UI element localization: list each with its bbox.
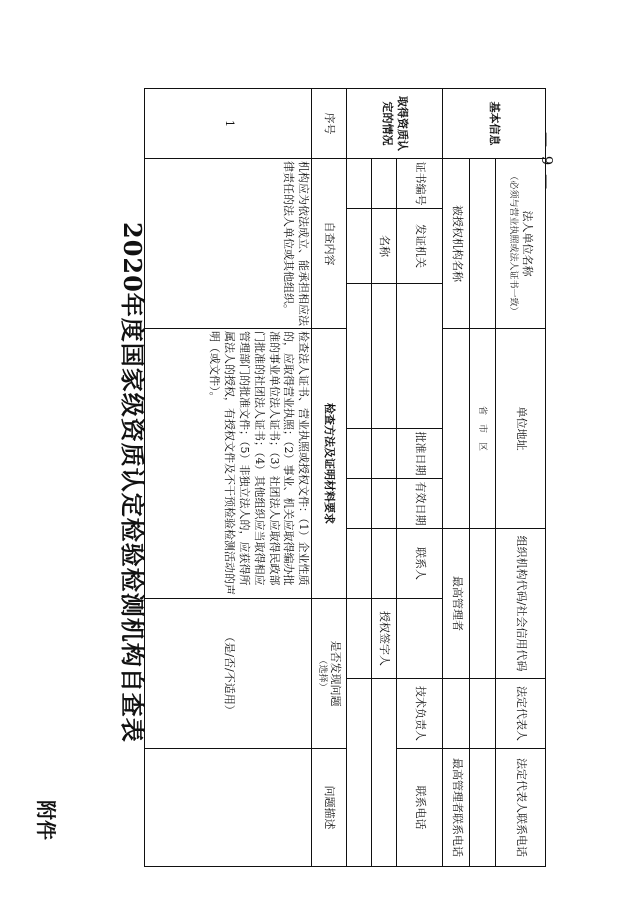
legal-name-value[interactable] <box>470 159 495 329</box>
contact-label: 联系人 <box>397 529 443 599</box>
blank-cell <box>346 429 371 479</box>
blank-cell <box>346 209 371 284</box>
check-row-1 <box>145 89 312 867</box>
self-check-table <box>144 88 546 867</box>
basic-row-2 <box>470 89 495 867</box>
org-code-label: 组织机构代码/社会信用代码 <box>495 529 545 679</box>
name-label: 名称 <box>371 209 396 284</box>
cert-no-label: 证书编号 <box>397 159 443 209</box>
top-manager-value[interactable] <box>442 679 469 749</box>
seq-header: 序号 <box>312 89 346 159</box>
address-value[interactable]: 省 市 区 <box>470 329 495 529</box>
basic-row-3 <box>442 89 469 867</box>
qual-row-2 <box>371 89 396 867</box>
check-header-row <box>312 89 346 867</box>
method-header: 检查方法及证明材料要求 <box>312 329 346 599</box>
blank-cell <box>346 599 371 679</box>
row-desc[interactable] <box>145 749 312 867</box>
blank-cell <box>346 529 371 599</box>
legal-rep-phone-value[interactable] <box>470 749 495 867</box>
signatory-label: 授权签字人 <box>371 599 396 679</box>
approval-date-label: 批准日期 <box>397 429 443 479</box>
org-code-value[interactable] <box>470 529 495 679</box>
legal-rep-value[interactable] <box>470 679 495 749</box>
qual-row-1 <box>397 89 443 867</box>
annex-label: 附件 <box>34 800 58 840</box>
desc-header: 问题描述 <box>312 749 346 867</box>
row-option-select[interactable]: （是/否/不适用） <box>145 599 312 749</box>
valid-date-label: 有效日期 <box>397 479 443 529</box>
approval-date-value[interactable] <box>371 429 396 479</box>
issuer-label: 发证机关 <box>397 209 443 284</box>
name-value[interactable] <box>371 284 396 429</box>
qual-row-3 <box>346 89 371 867</box>
signatory-value[interactable] <box>371 679 396 867</box>
authorized-name-label: 被授权机构名称 <box>442 159 469 329</box>
contact-value[interactable] <box>397 599 443 679</box>
self-check-table-container <box>144 88 546 866</box>
issuer-value[interactable] <box>397 284 443 429</box>
legal-rep-phone-label: 法定代表人联系电话 <box>495 749 545 867</box>
row-seq: 1 <box>145 89 312 159</box>
blank-cell <box>346 679 371 867</box>
cert-no-value[interactable] <box>371 159 396 209</box>
address-label: 单位地址 <box>495 329 545 529</box>
page-number: — 9 — <box>538 132 556 192</box>
top-manager-phone-label: 最高管理者联系电话 <box>442 749 469 867</box>
row-content: 机构应为依法成立、能承担相应法律责任的法人单位或其他组织。 <box>145 159 312 329</box>
blank-cell <box>346 479 371 529</box>
legal-name-label-cell <box>495 159 545 329</box>
authorized-name-value[interactable] <box>442 329 469 529</box>
basic-section-label: 基本信息 <box>442 89 545 159</box>
found-header: 是否发现问题 <box>329 640 343 707</box>
content-header: 自查内容 <box>312 159 346 329</box>
tech-lead-label: 技术负责人 <box>397 679 443 749</box>
contact-phone-label: 联系电话 <box>397 749 443 867</box>
qualification-section-label: 取得资质认定的情况 <box>346 89 442 159</box>
legal-rep-label: 法定代表人 <box>495 679 545 749</box>
found-note: （选择） <box>316 655 327 692</box>
tech-lead-value[interactable] <box>371 529 396 599</box>
blank-cell <box>346 284 371 429</box>
found-header-cell <box>312 599 346 749</box>
blank-cell <box>346 159 371 209</box>
basic-row-1 <box>495 89 545 867</box>
valid-date-value[interactable] <box>371 479 396 529</box>
legal-name-note: （必须与营业执照或法人证书一致） <box>507 171 518 316</box>
top-manager-label: 最高管理者 <box>442 529 469 679</box>
legal-name-label: 法人单位名称 <box>520 210 534 277</box>
document-title: 2020年度国家级资质认定检验检测机构自查表 <box>118 222 147 743</box>
row-method: 检查法人证书、营业执照或授权文件：（1）企业性质的，应取得营业执照；（2）事业、机关应取得编办批准的事业单位法人证书；（3）社团法人应取得民政部门批准的社团法人证书；（4）其他组织应当取得相应管理部门的批准文件；（5）非独立法人的，应获得所属法人的授权，有授权文件及不干预检验检测活动的声明（或文件）。 <box>145 329 312 599</box>
